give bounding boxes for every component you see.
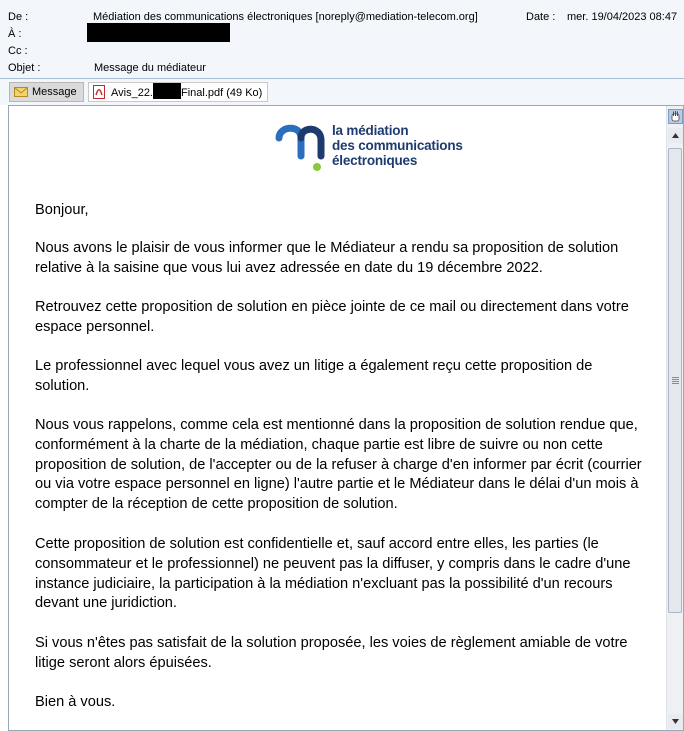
vertical-scrollbar[interactable] xyxy=(666,106,683,730)
subject-label: Objet : xyxy=(8,62,41,74)
paragraph-6: Si vous n'êtes pas satisfait de la solution proposée, les voies de règlement amiable de votre litige seront alors épuisées. xyxy=(35,635,628,671)
arrow-down-icon xyxy=(668,714,683,729)
scroll-tool-button[interactable] xyxy=(668,109,683,124)
pdf-name-prefix: Avis_22. xyxy=(111,87,153,99)
envelope-icon xyxy=(14,86,28,98)
scroll-grip-line xyxy=(672,379,679,380)
pdf-name-suffix: Final.pdf (49 Ko) xyxy=(181,87,263,99)
paragraph-5: Cette proposition de solution est confidentielle et, sauf accord entre elles, les parties (le consommateur et le professionnel) ne peuvent pas la diffuser, y compris dans le cadre d'une instance judiciaire, la participation à la médiation n'excluant pas la possibilité d'un recours devant une juridiction. xyxy=(35,536,631,612)
scroll-down-button[interactable] xyxy=(668,714,683,729)
hand-icon xyxy=(669,110,682,123)
pdf-attachment[interactable] xyxy=(88,82,268,102)
from-value[interactable]: Médiation des communications électroniques [noreply@mediation-telecom.org] xyxy=(93,11,478,23)
logo-line-3: électroniques xyxy=(332,153,418,168)
pdf-icon xyxy=(93,85,105,99)
logo-line-2: des communications xyxy=(332,138,463,153)
subject-row xyxy=(0,60,684,76)
scroll-grip-line xyxy=(672,381,679,382)
paragraph-2: Retrouvez cette proposition de solution en pièce jointe de ce mail ou directement dans votre espace personnel. xyxy=(35,299,629,335)
logo-line-1: la médiation xyxy=(332,123,409,138)
cc-row xyxy=(0,43,684,59)
closing: Bien à vous. xyxy=(35,694,116,710)
greeting: Bonjour, xyxy=(35,202,89,218)
redacted-recipient xyxy=(87,23,230,42)
mediation-logo-mark xyxy=(275,122,327,172)
subject-value: Message du médiateur xyxy=(94,62,206,74)
scroll-grip-line xyxy=(672,383,679,384)
message-tab-label: Message xyxy=(32,86,77,98)
email-header xyxy=(0,0,684,79)
redacted-filename xyxy=(153,83,181,99)
attachment-bar xyxy=(0,79,684,105)
logo-wordmark xyxy=(332,123,463,168)
paragraph-4: Nous vous rappelons, comme cela est mentionné dans la proposition de solution rendue que, conformément à la charte de la médiation, chaque partie est libre de suivre ou non cette proposition de solution, de l'accepter ou de la refuser à charge d'en informer par écrit (courrier ou via votre espace personnel en ligne) l'autre partie et le Médiateur dans le délai d'un mois à compter de la réception de cette proposition de solution. xyxy=(35,417,642,513)
paragraph-3: Le professionnel avec lequel vous avez un litige a également reçu cette proposition de solution. xyxy=(35,358,593,394)
cc-label: Cc : xyxy=(8,45,28,57)
scroll-grip-line xyxy=(672,377,679,378)
scroll-thumb[interactable] xyxy=(668,148,682,613)
date-value: mer. 19/04/2023 08:47 xyxy=(567,11,678,23)
to-row xyxy=(0,26,684,42)
scroll-up-button[interactable] xyxy=(668,128,683,143)
from-label: De : xyxy=(8,11,29,23)
to-label: À : xyxy=(8,28,22,40)
arrow-up-icon xyxy=(668,128,683,143)
message-tab[interactable] xyxy=(9,82,84,102)
message-body xyxy=(8,105,684,731)
mediation-logo xyxy=(275,116,475,174)
date-label: Date : xyxy=(526,11,556,23)
paragraph-1: Nous avons le plaisir de vous informer que le Médiateur a rendu sa proposition de solution relative à la saisine que vous lui avez adressée en date du 19 décembre 2022. xyxy=(35,240,619,276)
